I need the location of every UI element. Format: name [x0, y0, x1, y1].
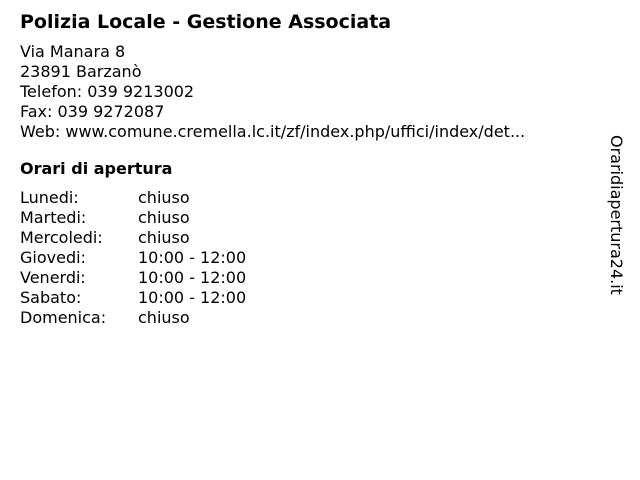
time-value: 10:00 - 12:00 [138, 268, 247, 287]
hours-table [20, 188, 600, 328]
day-label: Mercoledi: [20, 228, 103, 247]
address-block [20, 42, 600, 142]
hours-row [20, 228, 600, 248]
street: Via Manara 8 [20, 42, 126, 61]
hours-row [20, 248, 600, 268]
fax: Fax: 039 9272087 [20, 102, 165, 121]
web-row [20, 122, 600, 142]
day-label: Domenica: [20, 308, 107, 327]
side-brand-text: Oraridiapertura24.it [607, 135, 626, 295]
time-value: 10:00 - 12:00 [138, 248, 247, 267]
office-title: Polizia Locale - Gestione Associata [20, 11, 392, 33]
time-value: 10:00 - 12:00 [138, 288, 247, 307]
time-value: chiuso [138, 308, 190, 327]
hours-row [20, 268, 600, 288]
day-label: Venerdi: [20, 268, 86, 287]
time-value: chiuso [138, 188, 190, 207]
hours-row [20, 288, 600, 308]
web-label: Web: [20, 122, 66, 141]
hours-row [20, 208, 600, 228]
hours-row [20, 188, 600, 208]
time-value: chiuso [138, 208, 190, 227]
hours-title: Orari di apertura [20, 159, 173, 178]
hours-row [20, 308, 600, 328]
time-value: chiuso [138, 228, 190, 247]
day-label: Lunedi: [20, 188, 79, 207]
phone: Telefon: 039 9213002 [20, 82, 195, 101]
day-label: Giovedi: [20, 248, 86, 267]
day-label: Martedi: [20, 208, 87, 227]
day-label: Sabato: [20, 288, 82, 307]
office-card [20, 10, 600, 328]
web-link[interactable]: www.comune.cremella.lc.it/zf/index.php/uffici/index/det... [65, 122, 526, 141]
city: 23891 Barzanò [20, 62, 142, 81]
